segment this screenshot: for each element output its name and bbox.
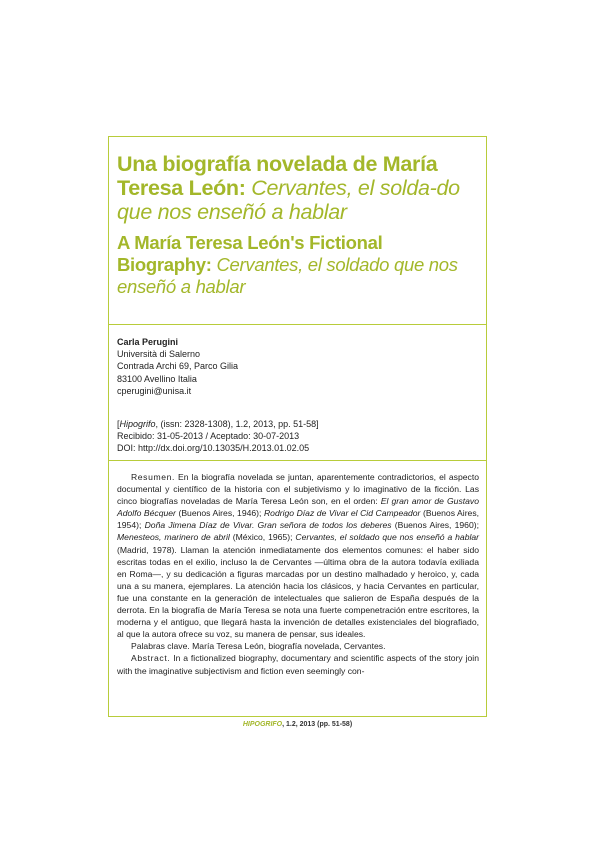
resumen-paragraph: Resumen. En la biografía novelada se juntan, aparentemente contradictorios, el aspecto documental y científico de la historia con el subjetivismo y lo imaginativo de la ficción. Las cinco biografías noveladas de María Teresa León son, en el orden: El gran amor de Gustavo Adolfo Bécquer (Buenos Aires, 1946); Rodrigo Díaz de Vivar el Cid Campeador (Buenos Aires, 1954); Doña Jimena Díaz de Vivar. Gran señora de todos los deberes (Buenos Aires, 1960); Menesteos, marinero de abril (México, 1965); Cervantes, el soldado que nos enseñó a hablar (Madrid, 1978). Llaman la atención inmediatamente dos elementos comunes: el haber sido escritas todas en el exilio, incluso la de Cervantes —última obra de la autora todavía exiliada en Roma—, y su dedicación a figuras marcadas por un destino malhadado y heroico, y, cada una a su manera, ejemplares. La atención hacia los clásicos, y hacia Cervantes en particular, fue una constante en la generación de intelectuales que salieron de España después de la derrota. En la biografía de María Teresa se nota una fuerte compenetración entre escritores, la moderna y el antiguo, que llegará hasta la invención de detalles existenciales del biografiado, al que la autora ofrece su voz, su manera de pensar, sus ideales.	[117, 472, 480, 640]
abstract-block	[117, 471, 479, 677]
keywords-paragraph	[117, 640, 479, 652]
separator-line	[108, 324, 487, 325]
abstract-label: Abstract.	[131, 653, 171, 664]
title-spanish	[117, 152, 477, 224]
title-english	[117, 232, 477, 298]
book-title: El gran amor de Gustavo Adolfo Bécquer	[117, 496, 479, 519]
title-block	[117, 152, 477, 298]
title-english-italic: Cervantes, el soldado que nos enseñó a hablar	[117, 254, 458, 297]
book-title: Rodrigo Díaz de Vivar el Cid Campeador	[263, 508, 421, 519]
author-affiliation: Università di Salerno	[117, 349, 201, 360]
abstract-paragraph	[117, 652, 479, 676]
book-title: Menesteos, marinero de abril	[117, 532, 230, 543]
citation-journal: Hipogrifo	[119, 419, 156, 429]
page-footer	[0, 721, 595, 728]
title-spanish-italic: Cervantes, el solda-do que nos enseñó a hablar	[117, 176, 460, 224]
citation-doi[interactable]: DOI: http://dx.doi.org/10.13035/H.2013.01.02.05	[117, 443, 310, 454]
title-spanish-plain: Una biografía novelada de María Teresa León:	[117, 152, 438, 200]
resumen-label: Resumen.	[131, 472, 175, 482]
footer-journal: HIPOGRIFO	[242, 721, 283, 728]
author-email[interactable]: cperugini@unisa.it	[117, 385, 192, 396]
citation-line	[117, 418, 477, 430]
book-title: Cervantes, el soldado que nos enseñó a hablar	[295, 532, 480, 543]
citation-ref: , (issn: 2328-1308), 1.2, 2013, pp. 51-58]	[155, 419, 319, 429]
author-name: Carla Perugini	[117, 337, 179, 347]
book-title: Doña Jimena Díaz de Vivar. Gran señora de todos los deberes	[144, 520, 392, 531]
separator-line	[108, 460, 487, 461]
footer-ref: , 1.2, 2013 (pp. 51-58)	[282, 721, 353, 728]
author-address-line1: Contrada Archi 69, Parco Gilia	[117, 361, 239, 372]
citation-open: [	[117, 419, 120, 429]
keywords-label: Palabras clave.	[131, 641, 190, 652]
citation-received: Recibido: 31-05-2013 / Aceptado: 30-07-2013	[117, 431, 300, 442]
abstract-text: In a fictionalized biography, documentary and scientific aspects of the story join with the imaginative subjectivism and fiction even seemingly con-	[117, 653, 479, 676]
title-english-plain: A María Teresa León's Fictional Biography:	[117, 232, 383, 275]
author-block	[117, 336, 477, 397]
author-address-line2: 83100 Avellino Italia	[117, 373, 197, 384]
keywords-text: María Teresa León, biografía novelada, Cervantes.	[189, 641, 386, 652]
citation-block	[117, 418, 477, 455]
